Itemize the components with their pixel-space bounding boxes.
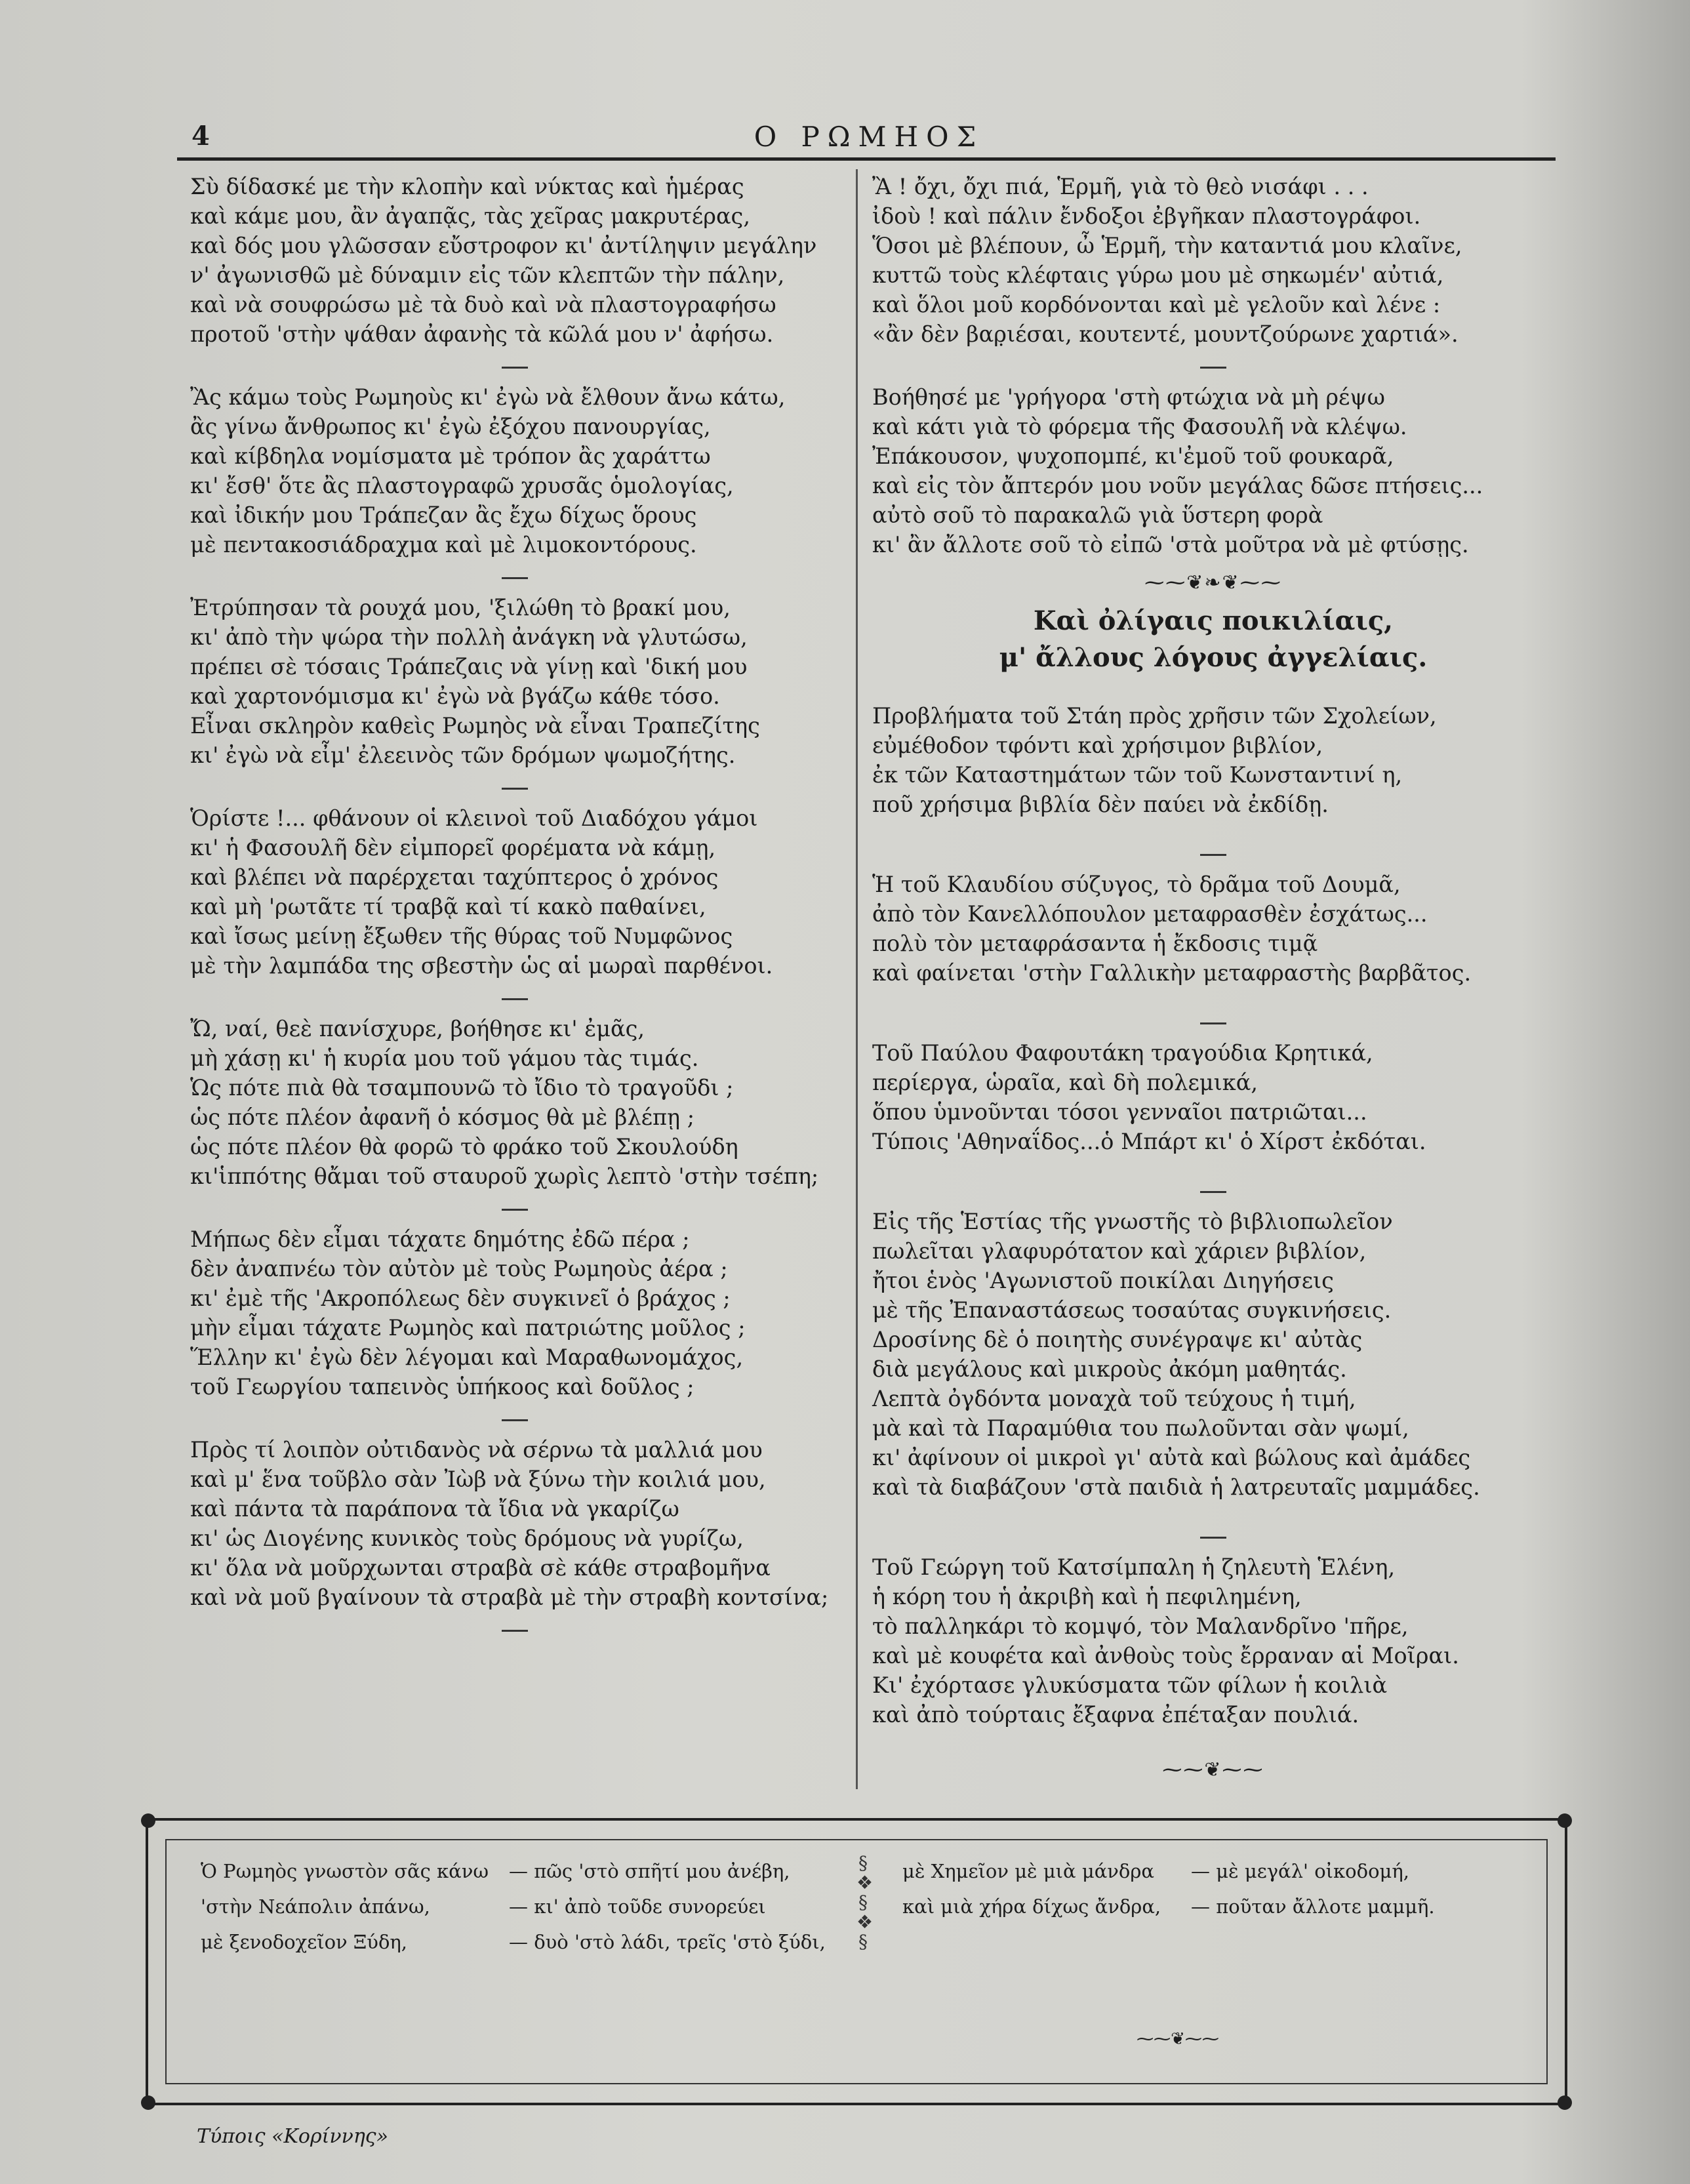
masthead-title: Ο ΡΩΜΗΟΣ bbox=[754, 121, 984, 153]
verse-first-half: μὲ Χημεῖον μὲ μιὰ μάνδρα bbox=[902, 1860, 1154, 1882]
verse-line: καὶ μὴ 'ρωτᾶτε τί τραβᾷ καὶ τί κακὸ παθαίνει, bbox=[190, 894, 706, 920]
stanza-separator bbox=[872, 353, 1554, 382]
verse-line: κι' ὅλα νὰ μοῦρχωνται στραβὰ σὲ κάθε στραβομῆνα bbox=[190, 1555, 771, 1581]
left-column bbox=[190, 172, 839, 1646]
verse-line: πρέπει σὲ τόσαις Τράπεζαις νὰ γίνῃ καὶ 'δική μου bbox=[190, 654, 748, 679]
verse-line: τοῦ Γεωργίου ταπεινὸς ὑπήκοος καὶ δοῦλος ; bbox=[190, 1374, 694, 1400]
verse-line: Ἂ ! ὄχι, ὄχι πιά, Ἑρμῆ, γιὰ τὸ θεὸ νισάφι . . . bbox=[872, 174, 1369, 199]
verse-row bbox=[902, 1889, 1525, 1924]
verse-first-half: μὲ ξενοδοχεῖον Ξύδη, bbox=[201, 1931, 407, 1953]
corner-dot-icon bbox=[141, 2095, 155, 2110]
verse-second-half: — μὲ μεγάλ' οἰκοδομή, bbox=[1191, 1860, 1409, 1882]
verse-line: Κι' ἐχόρτασε γλυκύσματα τῶν φίλων ἡ κοιλιὰ bbox=[872, 1672, 1388, 1698]
verse-line: πολὺ τὸν μεταφράσαντα ἡ ἔκδοσις τιμᾷ bbox=[872, 931, 1318, 956]
verse-line: κι' ὡς Διογένης κυνικὸς τοὺς δρόμους νὰ γυρίζω, bbox=[190, 1526, 744, 1551]
verse-line: Σὺ δίδασκέ με τὴν κλοπὴν καὶ νύκτας καὶ ἡμέρας bbox=[190, 174, 744, 199]
section-heading: Καὶ ὀλίγαις ποικιλίαις, bbox=[1033, 605, 1394, 636]
verse-line: κι' ἐγὼ νὰ εἶμ' ἐλεεινὸς τῶν δρόμων ψωμοζήτης. bbox=[190, 742, 736, 768]
verse-line: Μήπως δὲν εἶμαι τάχατε δημότης ἐδῶ πέρα ; bbox=[190, 1226, 690, 1252]
verse-line: μὲ τὴν λαμπάδα της σβεστὴν ὡς αἱ μωραὶ παρθένοι. bbox=[190, 953, 773, 979]
page-number: 4 bbox=[191, 121, 210, 152]
poem-stanza bbox=[190, 803, 839, 981]
verse-line: μὰ καὶ τὰ Παραμύθια του πωλοῦνται σὰν ψωμί, bbox=[872, 1415, 1409, 1441]
poem-stanza bbox=[190, 1224, 839, 1402]
poem-stanza bbox=[190, 593, 839, 770]
dash-rule bbox=[1200, 1191, 1226, 1193]
dash-rule bbox=[1200, 854, 1226, 856]
printer-credit: Τύποις «Κορίννης» bbox=[197, 2125, 388, 2148]
verse-row bbox=[201, 1889, 922, 1924]
verse-row bbox=[902, 1853, 1525, 1889]
verse-line: καὶ ἰδικήν μου Τράπεζαν ἂς ἔχω δίχως ὅρους bbox=[190, 502, 697, 528]
verse-line: Βοήθησέ με 'γρήγορα 'στὴ φτώχια νὰ μὴ ρέψω bbox=[872, 384, 1385, 410]
verse-line: ἰδοὺ ! καὶ πάλιν ἔνδοξοι ἐβγῆκαν πλαστογράφοι. bbox=[872, 203, 1421, 229]
stanza-separator bbox=[872, 1177, 1554, 1207]
verse-line: Ὤ, ναί, θεὲ πανίσχυρε, βοήθησε κι' ἐμᾶς, bbox=[190, 1016, 645, 1041]
poem-stanza bbox=[190, 1435, 839, 1612]
verse-line: ὡς πότε πλέον θὰ φορῶ τὸ φράκο τοῦ Σκουλούδη bbox=[190, 1134, 738, 1160]
verse-line: κι' ἔσθ' ὅτε ἂς πλαστογραφῶ χρυσᾶς ὁμολογίας, bbox=[190, 473, 734, 498]
verse-line: αὐτὸ σοῦ τὸ παρακαλῶ γιὰ ὕστερη φορὰ bbox=[872, 502, 1323, 528]
poem-stanza bbox=[190, 382, 839, 559]
notice-item bbox=[872, 1552, 1554, 1729]
verse-line: Ὁρίστε !... φθάνουν οἱ κλεινοὶ τοῦ Διαδόχου γάμοι bbox=[190, 805, 758, 831]
verse-line: ἡ κόρη του ἡ ἀκριβὴ καὶ ἡ πεφιλημένη, bbox=[872, 1584, 1302, 1609]
poem-stanza bbox=[872, 172, 1554, 349]
verse-line: Τοῦ Παύλου Φαφουτάκη τραγούδια Κρητικά, bbox=[872, 1040, 1373, 1066]
verse-line: περίεργα, ὡραῖα, καὶ δὴ πολεμικά, bbox=[872, 1070, 1258, 1095]
verse-second-half: — δυὸ 'στὸ λάδι, τρεῖς 'στὸ ξύδι, bbox=[509, 1931, 826, 1953]
verse-line: καὶ κίβδηλα νομίσματα μὲ τρόπον ἂς χαράττω bbox=[190, 443, 711, 469]
verse-line: μὴ χάσῃ κι' ἡ κυρία μου τοῦ γάμου τὰς τιμάς. bbox=[190, 1045, 699, 1071]
verse-line: ὡς πότε πλέον ἀφανῆ ὁ κόσμος θὰ μὲ βλέπῃ ; bbox=[190, 1104, 694, 1130]
verse-line: Ἂς κάμω τοὺς Ρωμηοὺς κι' ἐγὼ νὰ ἔλθουν ἄνω κάτω, bbox=[190, 384, 786, 410]
poem-stanza bbox=[190, 1014, 839, 1191]
verse-second-half: — κι' ἀπὸ τοῦδε συνορεύει bbox=[509, 1895, 766, 1918]
right-column bbox=[872, 172, 1554, 1790]
verse-line: Τοῦ Γεώργη τοῦ Κατσίμπαλη ἡ ζηλευτὴ Ἑλένη, bbox=[872, 1554, 1396, 1580]
verse-line: Δροσίνης δὲ ὁ ποιητὴς συνέγραψε κι' αὐτὰς bbox=[872, 1327, 1363, 1352]
flourish-ornament-icon: ⁓⁓❦❧❦⁓⁓ bbox=[1144, 571, 1282, 594]
dash-rule bbox=[502, 998, 528, 1000]
verse-line: κι' ἡ Φασουλῆ δὲν εἰμπορεῖ φορέματα νὰ κάμῃ, bbox=[190, 835, 716, 860]
verse-line: κι' ἂν ἄλλοτε σοῦ τὸ εἰπῶ 'στὰ μοῦτρα νὰ μὲ φτύσῃς. bbox=[872, 532, 1469, 557]
dash-rule bbox=[1200, 1537, 1226, 1539]
dash-rule bbox=[502, 788, 528, 790]
verse-line: καὶ μ' ἕνα τοῦβλο σὰν Ἰὼβ νὰ ξύνω τὴν κοιλιά μου, bbox=[190, 1466, 766, 1492]
verse-line: Ἕλλην κι' ἐγὼ δὲν λέγομαι καὶ Μαραθωνομάχος, bbox=[190, 1345, 744, 1370]
stanza-separator bbox=[190, 1405, 839, 1435]
verse-line: καὶ νὰ σουφρώσω μὲ τὰ δυὸ καὶ νὰ πλαστογραφήσω bbox=[190, 292, 776, 317]
verse-line: Ὅσοι μὲ βλέπουν, ὦ Ἑρμῆ, τὴν καταντιά μου κλαῖνε, bbox=[872, 233, 1462, 258]
verse-line: Πρὸς τί λοιπὸν οὐτιδανὸς νὰ σέρνω τὰ μαλλιά μου bbox=[190, 1437, 763, 1463]
verse-line: διὰ μεγάλους καὶ μικροὺς ἀκόμη μαθητάς. bbox=[872, 1356, 1347, 1382]
stanza-separator bbox=[190, 774, 839, 803]
verse-line: κι' ἐμὲ τῆς 'Ακροπόλεως δὲν συγκινεῖ ὁ βράχος ; bbox=[190, 1285, 731, 1311]
verse-line: Εἶναι σκληρὸν καθεὶς Ρωμηὸς νὰ εἶναι Τραπεζίτης bbox=[190, 713, 760, 738]
verse-line: προτοῦ 'στὴν ψάθαν ἀφανὴς τὰ κῶλά μου ν' ἀφήσω. bbox=[190, 321, 774, 347]
verse-line: ἤτοι ἑνὸς 'Αγωνιστοῦ ποικίλαι Διηγήσεις bbox=[872, 1268, 1334, 1293]
verse-line: καὶ μὲ κουφέτα καὶ ἀνθοὺς τοὺς ἔρραναν αἱ Μοῖραι. bbox=[872, 1643, 1459, 1668]
verse-line: καὶ δός μου γλῶσσαν εὔστροφον κι' ἀντίληψιν μεγάλην bbox=[190, 233, 817, 258]
poem-stanza bbox=[872, 382, 1554, 559]
dash-rule bbox=[1200, 367, 1226, 369]
poem-stanza bbox=[190, 172, 839, 349]
verse-line: κυττῶ τοὺς κλέφταις γύρω μου μὲ σηκωμέν' αὐτιά, bbox=[872, 262, 1444, 288]
verse-line: ν' ἀγωνισθῶ μὲ δύναμιν εἰς τῶν κλεπτῶν τὴν πάλην, bbox=[190, 262, 785, 288]
verse-line: ὅπου ὑμνοῦνται τόσοι γενναῖοι πατριῶται... bbox=[872, 1099, 1367, 1125]
verse-line: μὴν εἶμαι τάχατε Ρωμηὸς καὶ πατριώτης μοῦλος ; bbox=[190, 1315, 746, 1341]
ornamental-divider-icon: § ❖ § ❖ § bbox=[856, 1852, 874, 1952]
verse-line: ποῦ χρήσιμα βιβλία δὲν παύει νὰ ἐκδίδῃ. bbox=[872, 792, 1329, 817]
verse-first-half: 'στὴν Νεάπολιν ἀπάνω, bbox=[201, 1895, 430, 1918]
corner-dot-icon bbox=[1558, 2095, 1572, 2110]
verse-line: ἐκ τῶν Καταστημάτων τῶν τοῦ Κωνσταντινί η, bbox=[872, 762, 1403, 788]
stanza-separator bbox=[190, 563, 839, 593]
dash-rule bbox=[502, 1209, 528, 1211]
notice-item bbox=[872, 1038, 1554, 1156]
verse-line: ἂς γίνω ἄνθρωπος κι' ἐγὼ ἐξόχου πανουργίας, bbox=[190, 414, 711, 439]
notice-item bbox=[872, 870, 1554, 988]
verse-line: Εἰς τῆς Ἑστίας τῆς γνωστῆς τὸ βιβλιοπωλεῖον bbox=[872, 1209, 1393, 1234]
verse-line: δὲν ἀναπνέω τὸν αὐτὸν μὲ τοὺς Ρωμηοὺς ἀέρα ; bbox=[190, 1256, 728, 1282]
verse-line: καὶ τὰ διαβάζουν 'στὰ παιδιὰ ἡ λατρευταῖς μαμμάδες. bbox=[872, 1474, 1480, 1500]
verse-line: μὲ τῆς Ἐπαναστάσεως τοσαύτας συγκινήσεις. bbox=[872, 1297, 1392, 1323]
dash-rule bbox=[1200, 1022, 1226, 1024]
column-divider bbox=[856, 169, 858, 1789]
verse-line: καὶ φαίνεται 'στὴν Γαλλικὴν μεταφραστὴς βαρβᾶτος. bbox=[872, 960, 1472, 986]
verse-first-half: Ὁ Ρωμηὸς γνωστὸν σᾶς κάνω bbox=[201, 1860, 489, 1882]
stanza-separator bbox=[872, 1009, 1554, 1038]
header-rule bbox=[177, 157, 1556, 161]
dash-rule bbox=[502, 367, 528, 369]
verse-second-half: — ποῦταν ἄλλοτε μαμμῆ. bbox=[1191, 1895, 1435, 1918]
verse-line: καὶ εἰς τὸν ἄπτερόν μου νοῦν μεγάλας δῶσε πτήσεις... bbox=[872, 473, 1483, 498]
verse-line: εὐμέθοδον τφόντι καὶ χρήσιμον βιβλίον, bbox=[872, 733, 1323, 758]
flourish-ornament-icon: ⁓⁓❦⁓⁓ bbox=[1162, 1758, 1264, 1781]
stanza-separator bbox=[190, 1616, 839, 1646]
verse-line: κι' ἀπὸ τὴν ψώρα τὴν πολλὴ ἀνάγκη νὰ γλυτώσω, bbox=[190, 624, 748, 650]
verse-line: Ἐτρύπησαν τὰ ρουχά μου, 'ξιλώθη τὸ βρακί μου, bbox=[190, 595, 731, 620]
flourish-ornament-icon: ⁓⁓❦⁓⁓ bbox=[1137, 2029, 1219, 2049]
verse-row bbox=[201, 1924, 922, 1960]
page-header bbox=[184, 117, 1554, 159]
stanza-separator bbox=[190, 353, 839, 382]
verse-line: Τύποις 'Αθηναΐδος...ὁ Μπάρτ κι' ὁ Χίρστ ἐκδόται. bbox=[872, 1129, 1426, 1154]
verse-line: καὶ ἀπὸ τούρταις ἔξαφνα ἐπέταξαν πουλιά. bbox=[872, 1702, 1359, 1728]
verse-line: ἀπὸ τὸν Κανελλόπουλον μεταφρασθὲν ἐσχάτως... bbox=[872, 901, 1428, 927]
verse-line: καὶ νὰ μοῦ βγαίνουν τὰ στραβὰ μὲ τὴν στραβὴ κοντσίνα; bbox=[190, 1585, 829, 1610]
verse-first-half: καὶ μιὰ χήρα δίχως ἄνδρα, bbox=[902, 1895, 1161, 1918]
verse-line: καὶ χαρτονόμισμα κι' ἐγὼ νὰ βγάζω κάθε τόσο. bbox=[190, 683, 720, 709]
verse-line: κι'ἱππότης θἄμαι τοῦ σταυροῦ χωρὶς λεπτὸ 'στὴν τσέπη; bbox=[190, 1163, 819, 1189]
dash-rule bbox=[502, 1630, 528, 1632]
verse-line: καὶ ἴσως μείνῃ ἔξωθεν τῆς θύρας τοῦ Νυμφῶνος bbox=[190, 923, 733, 949]
notice-item bbox=[872, 1207, 1554, 1502]
advertisement-box bbox=[146, 1818, 1567, 2105]
verse-line: Ἐπάκουσον, ψυχοπομπέ, κι'ἐμοῦ τοῦ φουκαρᾶ, bbox=[872, 443, 1394, 469]
corner-dot-icon bbox=[141, 1813, 155, 1828]
stanza-separator bbox=[190, 984, 839, 1014]
verse-line: καὶ πάντα τὰ παράπονα τὰ ἴδια νὰ γκαρίζω bbox=[190, 1496, 679, 1522]
corner-dot-icon bbox=[1558, 1813, 1572, 1828]
verse-line: κι' ἀφίνουν οἱ μικροὶ γι' αὐτὰ καὶ βώλους καὶ ἀμάδες bbox=[872, 1445, 1471, 1470]
advertisement-right-verse bbox=[902, 1853, 1525, 1924]
section-heading: μ' ἄλλους λόγους ἀγγελίαις. bbox=[999, 642, 1428, 673]
verse-line: τὸ παλληκάρι τὸ κομψό, τὸν Μαλανδρῖνο 'πῆρε, bbox=[872, 1613, 1409, 1639]
stanza-separator bbox=[872, 840, 1554, 870]
dash-rule bbox=[502, 577, 528, 579]
stanza-separator bbox=[190, 1195, 839, 1224]
notice-item bbox=[872, 701, 1554, 819]
verse-line: καὶ κάμε μου, ἂν ἀγαπᾷς, τὰς χεῖρας μακρυτέρας, bbox=[190, 203, 750, 229]
stanza-separator bbox=[872, 1523, 1554, 1552]
verse-line: Ὡς πότε πιὰ θὰ τσαμπουνῶ τὸ ἴδιο τὸ τραγοῦδι ; bbox=[190, 1075, 734, 1101]
verse-second-half: — πῶς 'στὸ σπῆτί μου ἀνέβη, bbox=[509, 1860, 790, 1882]
verse-line: πωλεῖται γλαφυρότατον καὶ χάριεν βιβλίον, bbox=[872, 1238, 1367, 1264]
verse-row bbox=[201, 1853, 922, 1889]
dash-rule bbox=[502, 1419, 528, 1421]
verse-line: Προβλήματα τοῦ Στάη πρὸς χρῆσιν τῶν Σχολείων, bbox=[872, 703, 1437, 729]
verse-line: Ἡ τοῦ Κλαυδίου σύζυγος, τὸ δρᾶμα τοῦ Δουμᾶ, bbox=[872, 872, 1401, 897]
verse-line: Λεπτὰ ὀγδόντα μοναχὰ τοῦ τεύχους ἡ τιμή, bbox=[872, 1386, 1356, 1411]
verse-line: καὶ βλέπει νὰ παρέρχεται ταχύπτερος ὁ χρόνος bbox=[190, 864, 719, 890]
advertisement-left-verse bbox=[201, 1853, 922, 1960]
verse-line: καὶ κάτι γιὰ τὸ φόρεμα τῆς Φασουλῆ νὰ κλέψω. bbox=[872, 414, 1407, 439]
verse-line: «ἂν δὲν βαρ̣ιέσαι, κουτεντέ, μουντζούρωνε χαρτιά». bbox=[872, 321, 1459, 347]
verse-line: μὲ πεντακοσιάδραχμα καὶ μὲ λιμοκοντόρους. bbox=[190, 532, 697, 557]
verse-line: καὶ ὅλοι μοῦ κορδόνονται καὶ μὲ γελοῦν καὶ λένε : bbox=[872, 292, 1441, 317]
